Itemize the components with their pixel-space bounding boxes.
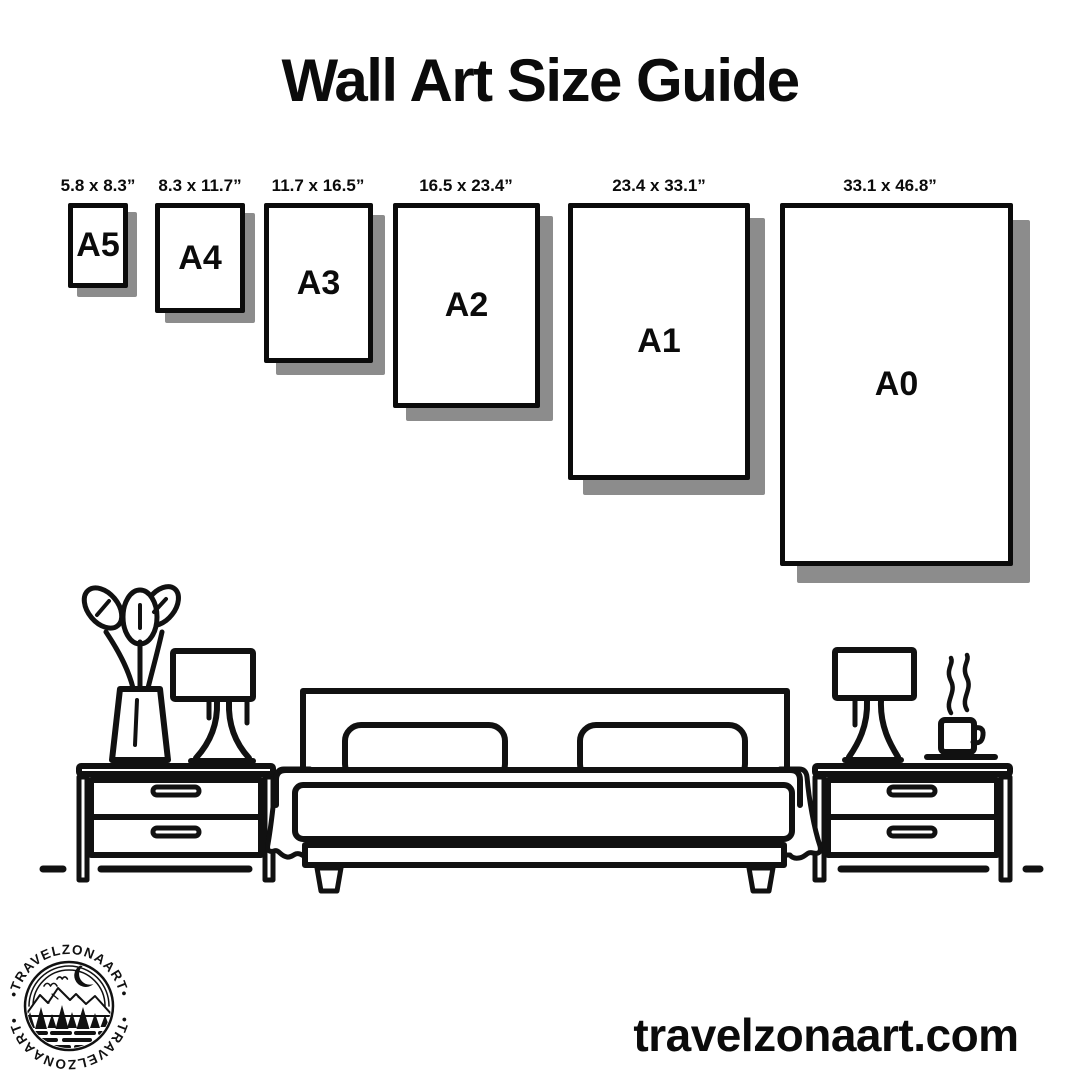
coffee-cup-icon bbox=[927, 655, 995, 757]
nightstand-icon bbox=[79, 766, 273, 880]
size-code: A0 bbox=[874, 365, 919, 403]
table-lamp-icon bbox=[173, 651, 253, 761]
brand-logo bbox=[4, 931, 134, 1080]
table-lamp-icon bbox=[835, 650, 914, 760]
size-label-a1: 23.4 x 33.1” bbox=[612, 176, 706, 195]
bedroom-illustration bbox=[0, 555, 1080, 905]
size-code: A3 bbox=[296, 263, 341, 302]
nightstand-icon bbox=[815, 766, 1010, 880]
size-label-a4: 8.3 x 11.7” bbox=[158, 176, 242, 195]
size-card-a3 bbox=[264, 203, 373, 363]
size-code: A5 bbox=[76, 226, 120, 264]
size-label-a0: 33.1 x 46.8” bbox=[843, 176, 937, 195]
logo-arc-text-top: •TRAVELZONAART• bbox=[5, 941, 133, 999]
page-title: Wall Art Size Guide bbox=[281, 47, 799, 114]
logo-arc-text-bottom: •TRAVELZONAART• bbox=[5, 1015, 133, 1073]
size-label-a5: 5.8 x 8.3” bbox=[60, 176, 136, 195]
size-code: A4 bbox=[178, 238, 222, 277]
size-card-a4 bbox=[155, 203, 245, 313]
size-label-a2: 16.5 x 23.4” bbox=[419, 176, 513, 195]
size-code: A1 bbox=[637, 322, 681, 360]
size-label-a3: 11.7 x 16.5” bbox=[271, 176, 365, 195]
size-card-a2 bbox=[393, 203, 540, 408]
website-url: travelzonaart.com bbox=[633, 1009, 1019, 1061]
double-bed-icon bbox=[268, 691, 821, 891]
size-card-a0 bbox=[780, 203, 1013, 566]
flower-vase-icon bbox=[77, 580, 186, 760]
size-card-a1 bbox=[568, 203, 750, 480]
size-card-a5 bbox=[68, 203, 128, 288]
size-code: A2 bbox=[444, 286, 489, 324]
